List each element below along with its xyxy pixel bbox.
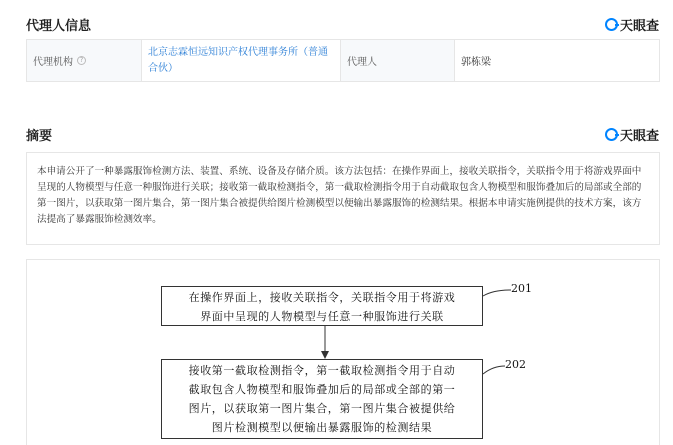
brand-label: 天眼查 — [619, 19, 659, 34]
step1-ref: 201 — [511, 282, 532, 295]
agency-link[interactable]: 北京志霖恒远知识产权代理事务所（普通合伙） — [148, 46, 328, 74]
abstract-text: 本申请公开了一种暴露服饰检测方法、装置、系统、设备及存储介质。该方法包括：在操作界面上，接收关联指令，关联指令用于将游戏界面中呈现的人物模型与任意一种服饰进行关联；接收第一截取检测指令，第一截取检测指令用于自动截取包含人物模型和服饰叠加后的局部或全部的第一图片，以获取第一图片集合，第一图片集合被提供给图片检测模型以便输出暴露服饰的检测结果。根据本申请实施例提供的技术方案，该方法提高了暴露服饰检测效率。 — [26, 152, 660, 245]
step2-line: 图片，以获取第一图片集合，第一图片集合被提供给 — [188, 402, 456, 415]
agency-label: 代理机构 — [33, 57, 73, 68]
flow-step-201 — [161, 286, 483, 326]
flow-step-202 — [161, 359, 483, 439]
agent-name: 郭栋梁 — [461, 57, 491, 68]
agency-value-cell — [142, 40, 341, 81]
tianyancha-logo-icon — [605, 18, 618, 31]
step2-line: 图片检测模型以便输出暴露服饰的检测结果 — [211, 421, 433, 434]
agent-section-title: 代理人信息 — [26, 19, 92, 34]
step2-line: 截取包含人物模型和服饰叠加后的局部或全部的第一 — [188, 383, 456, 396]
step2-line: 接收第一截取检测指令，第一截取检测指令用于自动 — [188, 364, 456, 377]
brand-label: 天眼查 — [619, 129, 659, 144]
step1-leader-line — [483, 290, 511, 296]
step-arrow-head — [321, 351, 329, 359]
step1-line: 在操作界面上，接收关联指令，关联指令用于将游戏 — [188, 291, 456, 304]
step1-line: 界面中呈现的人物模型与任意一种服饰进行关联 — [200, 310, 444, 323]
tianyancha-brand-2[interactable] — [605, 125, 659, 144]
abstract-figure — [26, 259, 660, 445]
tianyancha-logo-icon — [605, 128, 618, 141]
agent-value-cell — [455, 40, 659, 81]
step2-leader-line — [483, 366, 505, 374]
agent-label-cell — [341, 40, 455, 81]
agent-label: 代理人 — [347, 57, 377, 68]
help-icon[interactable]: ? — [77, 56, 86, 65]
abstract-section-title: 摘要 — [26, 129, 53, 144]
agency-label-cell — [27, 40, 142, 81]
step2-ref: 202 — [505, 358, 526, 371]
agent-info-table — [26, 39, 660, 82]
tianyancha-brand[interactable] — [605, 15, 659, 34]
